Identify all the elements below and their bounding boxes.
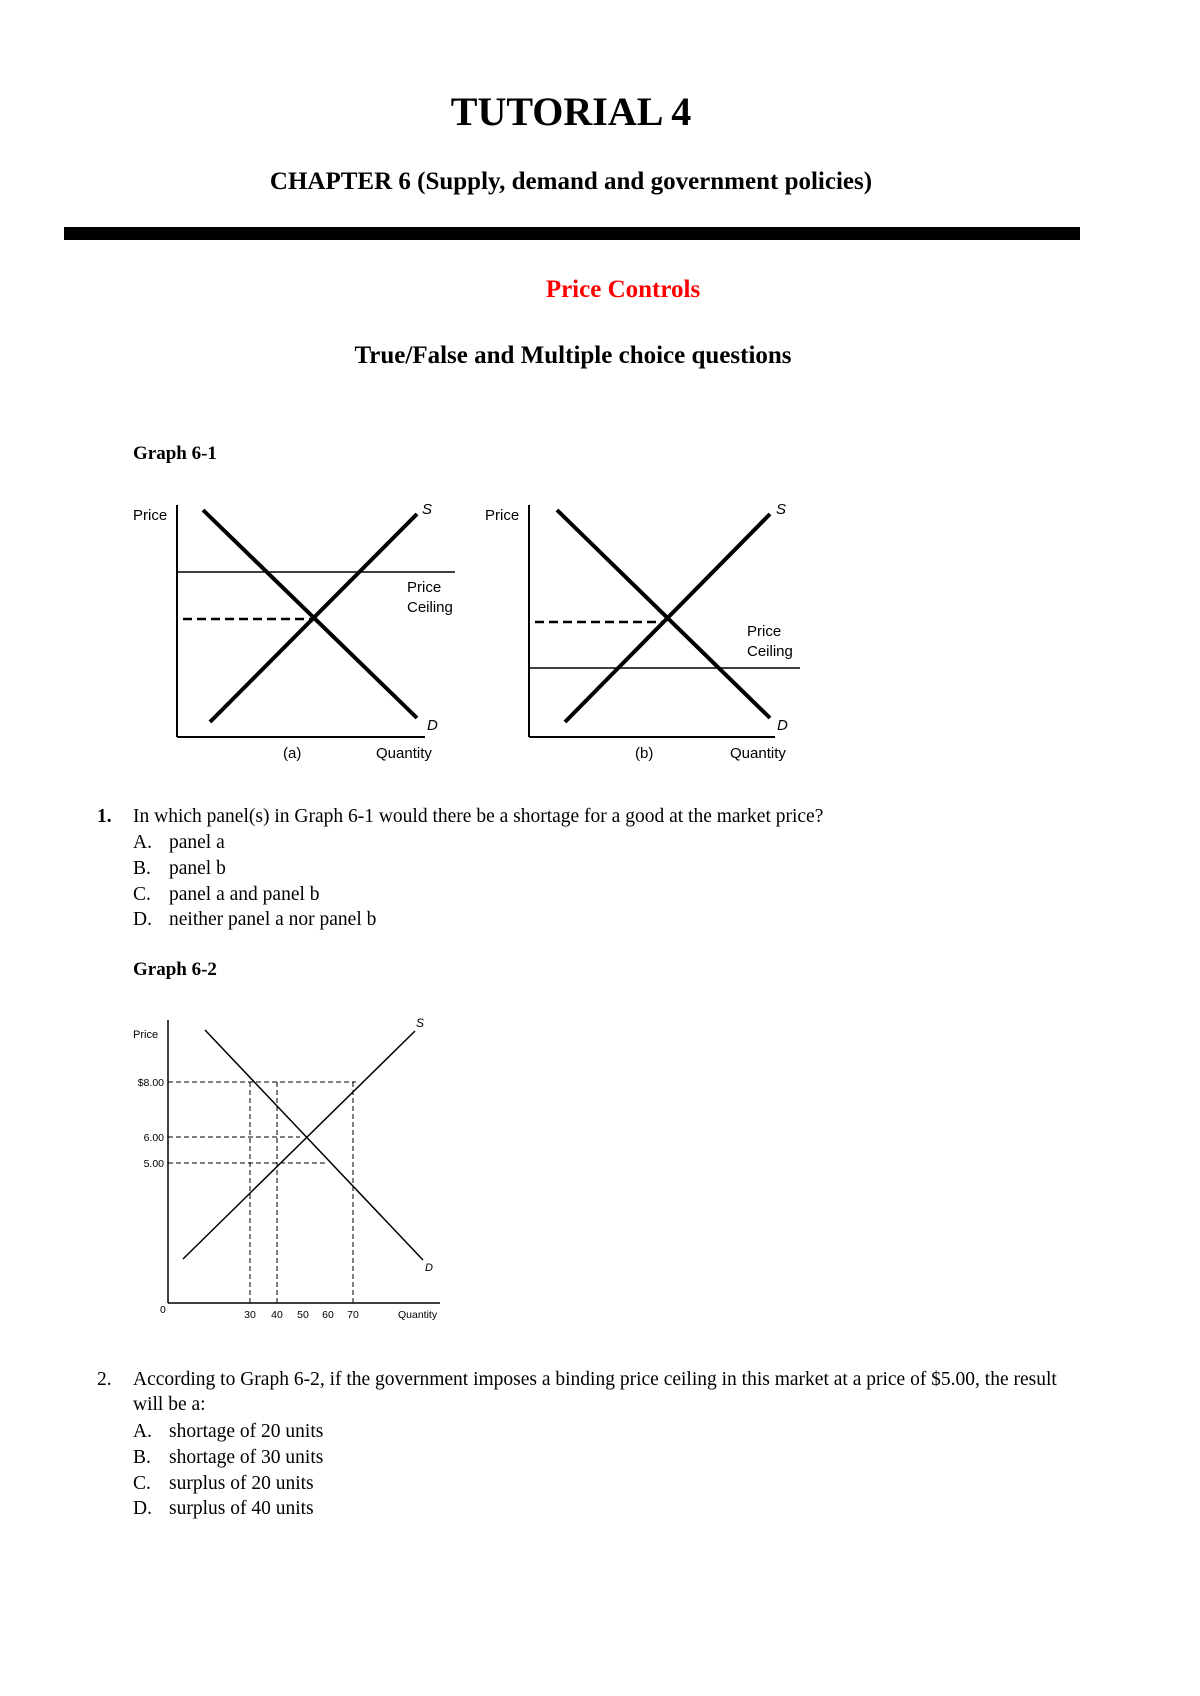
panel-a-demand-curve — [203, 510, 417, 718]
price-tick-5: 5.00 — [143, 1158, 164, 1170]
chapter-heading: CHAPTER 6 (Supply, demand and government policies) — [269, 168, 873, 195]
quantity-tick-70: 70 — [347, 1309, 359, 1321]
graph-6-1 — [125, 490, 825, 765]
graph-6-2-supply-label: S — [416, 1016, 425, 1030]
panel-b — [485, 501, 800, 762]
question-1-text: In which panel(s) in Graph 6-1 would there be a shortage for a good at the market price? — [133, 806, 824, 827]
question-2-option-a: A. shortage of 20 units — [133, 1421, 324, 1442]
graph-6-2-quantity-label: Quantity — [398, 1309, 438, 1321]
quantity-tick-60: 60 — [322, 1309, 334, 1321]
quantity-tick-30: 30 — [244, 1309, 256, 1321]
panel-b-supply-label: S — [776, 501, 787, 518]
question-1-option-d: D. neither panel a nor panel b — [133, 909, 377, 930]
question-1-option-b: B. panel b — [133, 858, 226, 879]
graph-6-2-supply-curve — [183, 1031, 415, 1259]
price-tick-8: $8.00 — [137, 1077, 164, 1089]
panel-b-quantity-label: Quantity — [730, 745, 786, 762]
section-heading: Price Controls — [545, 276, 701, 303]
heading-divider — [64, 227, 1080, 240]
panel-a-supply-label: S — [422, 501, 433, 518]
panel-b-ceiling-label-1: Price — [747, 623, 782, 640]
subsection-heading: True/False and Multiple choice questions — [354, 342, 792, 369]
quantity-tick-40: 40 — [271, 1309, 283, 1321]
panel-a-panel-label: (a) — [283, 745, 302, 762]
panel-a — [133, 501, 455, 762]
panel-a-demand-label: D — [427, 717, 438, 734]
question-2-option-d: D. surplus of 40 units — [133, 1498, 314, 1519]
page-title: TUTORIAL 4 — [450, 89, 692, 134]
panel-a-price-label: Price — [133, 507, 168, 524]
question-1-number: 1. — [97, 806, 112, 827]
quantity-tick-50: 50 — [297, 1309, 309, 1321]
panel-a-quantity-label: Quantity — [376, 745, 432, 762]
graph-6-1-label: Graph 6-1 — [133, 443, 217, 464]
graph-6-2-demand-label: D — [425, 1262, 433, 1274]
question-1-option-c: C. panel a and panel b — [133, 884, 320, 905]
panel-b-demand-curve — [557, 510, 770, 718]
question-2-option-b: B. shortage of 30 units — [133, 1447, 324, 1468]
graph-6-2 — [125, 1005, 465, 1330]
question-2-option-c: C. surplus of 20 units — [133, 1473, 314, 1494]
graph-6-2-origin-label: 0 — [160, 1304, 166, 1316]
panel-b-price-label: Price — [485, 507, 520, 524]
graph-6-2-demand-curve — [205, 1030, 423, 1260]
question-2-text: According to Graph 6-2, if the government imposes a binding price ceiling in this market at a price of $5.00, the result will be a: — [133, 1369, 1057, 1415]
panel-b-demand-label: D — [777, 717, 788, 734]
panel-a-ceiling-label-1: Price — [407, 579, 442, 596]
panel-b-panel-label: (b) — [635, 745, 654, 762]
graph-6-2-label: Graph 6-2 — [133, 959, 217, 980]
price-tick-6: 6.00 — [143, 1132, 164, 1144]
graph-6-2-price-label: Price — [133, 1029, 159, 1041]
question-2-number: 2. — [97, 1369, 112, 1390]
panel-a-ceiling-label-2: Ceiling — [407, 599, 453, 616]
question-1-option-a: A. panel a — [133, 832, 225, 853]
panel-b-ceiling-label-2: Ceiling — [747, 643, 793, 660]
